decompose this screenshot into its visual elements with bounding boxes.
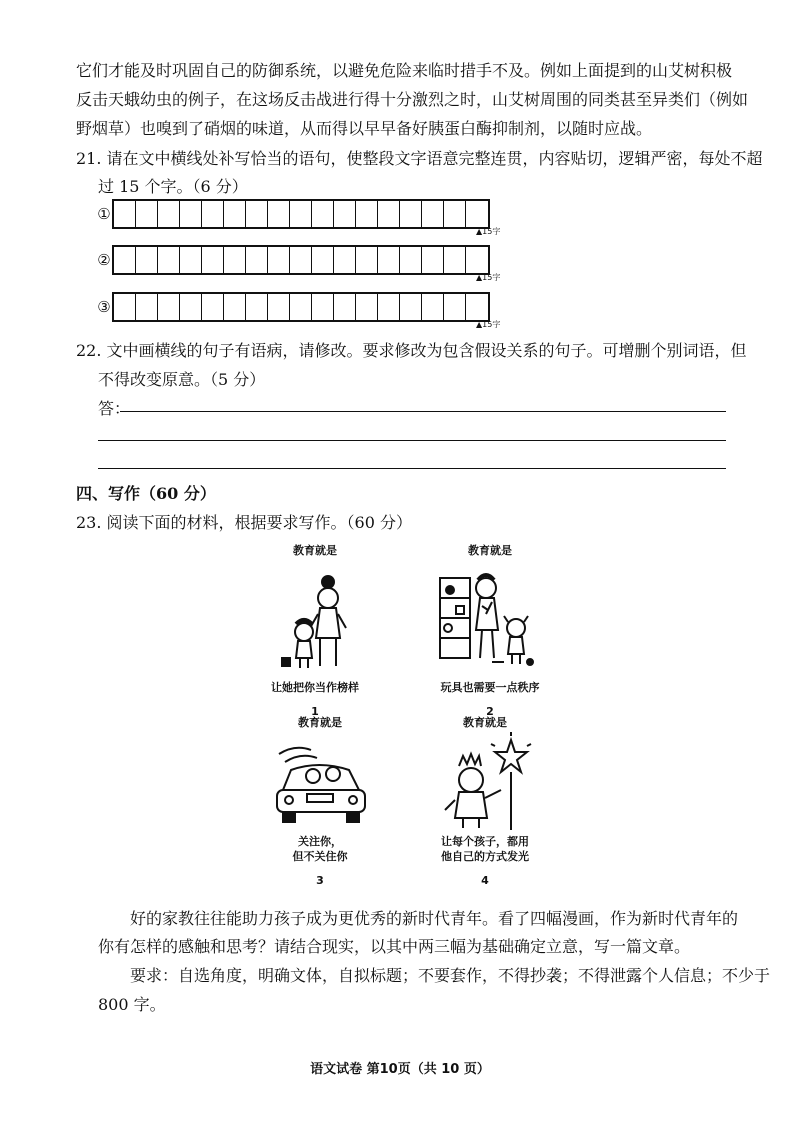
- passage-line-1: 它们才能及时巩固自己的防御系统，以避免危险来临时措手不及。例如上面提到的山艾树积极: [76, 61, 733, 80]
- comic-panel-1: [250, 542, 380, 718]
- character-grid[interactable]: [112, 292, 490, 322]
- comic-caption-line-2: 但不关住你: [292, 850, 348, 863]
- prompt-paragraph-1-line-1: 好的家教往往能助力孩子成为更优秀的新时代青年。看了四幅漫画，作为新时代青年的: [130, 909, 739, 928]
- prompt-paragraph-2-line-2: 800 字。: [98, 995, 166, 1014]
- character-grid[interactable]: [112, 245, 490, 275]
- answer-line-3[interactable]: [98, 468, 726, 469]
- q23-prompt: 23. 阅读下面的材料，根据要求写作。（60 分）: [76, 513, 412, 532]
- char-limit-mark: ▲15字: [476, 320, 501, 329]
- comic-caption: 玩具也需要一点秩序: [440, 681, 540, 694]
- comic-number: 1: [311, 705, 319, 718]
- comic-heading: 教育就是: [298, 716, 342, 729]
- char-limit-mark: ▲15字: [476, 273, 501, 282]
- comic-heading: 教育就是: [293, 544, 337, 557]
- answer-grid-row-3: [96, 293, 490, 321]
- comic-heading: 教育就是: [463, 716, 507, 729]
- passage-line-2: 反击天蛾幼虫的例子，在这场反击战进行得十分激烈之时，山艾树周围的同类甚至异类们（例如: [76, 90, 749, 109]
- grid-number: ②: [97, 251, 111, 269]
- section-title: 四、写作（60 分）: [76, 484, 216, 503]
- answer-grid-row-1: [96, 200, 490, 228]
- q21-text-line-1: 21. 请在文中横线处补写恰当的语句，使整段文字语意完整连贯，内容贴切，逻辑严密，每处不超: [76, 149, 763, 168]
- page-footer: 语文试卷 第10页（共 10 页）: [310, 1062, 490, 1077]
- comic-illustration-star-wand: [415, 730, 555, 830]
- passage-line-3: 野烟草）也嗅到了硝烟的味道，从而得以早早备好胰蛋白酶抑制剂，以随时应战。: [76, 119, 653, 138]
- q22-text-line-1: 22. 文中画横线的句子有语病，请修改。要求修改为包含假设关系的句子。可增删个别词语，但: [76, 341, 747, 360]
- prompt-paragraph-1-line-2: 你有怎样的感触和思考？请结合现实，以其中两三幅为基础确定立意，写一篇文章。: [98, 937, 691, 956]
- comic-panel-2: [420, 542, 560, 718]
- answer-grid-row-2: [96, 246, 490, 274]
- comic-illustration-car: [255, 730, 385, 830]
- comic-panel-3: [255, 714, 385, 887]
- comic-caption: 让她把你当作榜样: [271, 681, 359, 694]
- comic-panel-4: [415, 714, 555, 887]
- comic-number: 4: [481, 874, 489, 887]
- comic-number: 2: [486, 705, 494, 718]
- answer-line-1[interactable]: [120, 411, 726, 412]
- comic-heading: 教育就是: [468, 544, 512, 557]
- q21-text-line-2: 过 15 个字。（6 分）: [98, 177, 248, 196]
- answer-line-2[interactable]: [98, 440, 726, 441]
- comic-caption-line-1: 让每个孩子，都用: [441, 835, 529, 848]
- answer-label: 答：: [98, 399, 131, 418]
- grid-number: ③: [97, 298, 111, 316]
- comic-number: 3: [316, 874, 324, 887]
- comic-illustration-toy-shelf: [420, 558, 560, 676]
- comic-caption-line-1: 关注你，: [298, 835, 342, 848]
- comic-illustration-mother-daughter: [250, 558, 380, 676]
- prompt-paragraph-2-line-1: 要求：自选角度，明确文体，自拟标题；不要套作，不得抄袭；不得泄露个人信息；不少于: [130, 966, 771, 985]
- grid-number: ①: [97, 205, 111, 223]
- q22-text-line-2: 不得改变原意。（5 分）: [98, 370, 266, 389]
- char-limit-mark: ▲15字: [476, 227, 501, 236]
- character-grid[interactable]: [112, 199, 490, 229]
- comic-caption-line-2: 他自己的方式发光: [441, 850, 529, 863]
